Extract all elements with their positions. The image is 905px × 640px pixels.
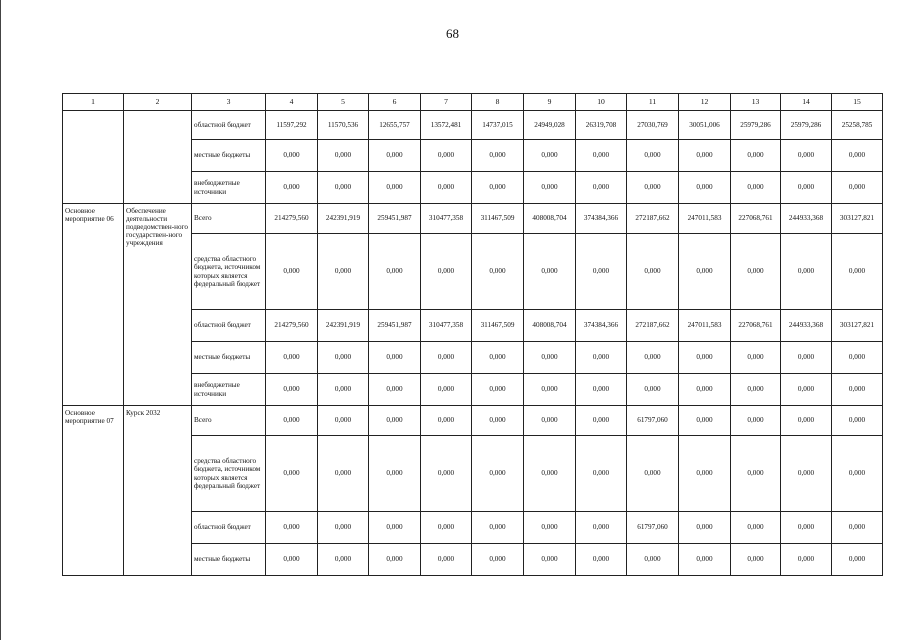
funding-source-cell: средства областного бюджета, источником которых является федеральный бюджет [192,234,266,310]
amount-cell: 0,000 [318,234,369,310]
amount-cell: 0,000 [576,140,627,172]
column-header: 15 [832,94,883,111]
funding-source-cell: внебюджетные источники [192,172,266,204]
amount-cell: 0,000 [472,406,524,436]
amount-cell: 311467,509 [472,310,524,342]
amount-cell: 0,000 [369,140,421,172]
amount-cell: 30051,006 [679,111,731,140]
funding-source-cell: местные бюджеты [192,342,266,374]
amount-cell: 0,000 [576,342,627,374]
amount-cell: 0,000 [832,406,883,436]
amount-cell: 0,000 [421,436,472,512]
amount-cell: 0,000 [524,544,576,576]
header-row [63,94,883,111]
amount-cell: 0,000 [421,544,472,576]
amount-cell: 0,000 [679,172,731,204]
amount-cell: 0,000 [832,512,883,544]
amount-cell: 26319,708 [576,111,627,140]
amount-cell: 0,000 [524,436,576,512]
amount-cell: 244933,368 [781,204,832,234]
amount-cell: 0,000 [627,342,679,374]
amount-cell: 247011,583 [679,310,731,342]
funding-source-cell: местные бюджеты [192,140,266,172]
amount-cell: 0,000 [627,140,679,172]
amount-cell: 0,000 [576,436,627,512]
amount-cell: 11570,536 [318,111,369,140]
event-cell [63,111,124,204]
amount-cell: 0,000 [369,406,421,436]
amount-cell: 0,000 [832,234,883,310]
amount-cell: 0,000 [318,544,369,576]
amount-cell: 272187,662 [627,204,679,234]
amount-cell: 0,000 [679,374,731,406]
amount-cell: 0,000 [266,374,318,406]
amount-cell: 0,000 [369,436,421,512]
amount-cell: 0,000 [781,342,832,374]
event-cell: Основное мероприятие 07 [63,406,124,576]
amount-cell: 0,000 [832,140,883,172]
amount-cell: 0,000 [318,172,369,204]
funding-source-cell: Всего [192,204,266,234]
amount-cell: 0,000 [576,544,627,576]
amount-cell: 0,000 [472,172,524,204]
amount-cell: 0,000 [627,436,679,512]
amount-cell: 0,000 [421,374,472,406]
amount-cell: 0,000 [524,512,576,544]
amount-cell: 0,000 [679,406,731,436]
amount-cell: 0,000 [318,512,369,544]
amount-cell: 0,000 [266,140,318,172]
amount-cell: 0,000 [627,374,679,406]
amount-cell: 0,000 [524,342,576,374]
column-header: 4 [266,94,318,111]
funding-source-cell: Всего [192,406,266,436]
amount-cell: 25258,785 [832,111,883,140]
amount-cell: 408008,704 [524,310,576,342]
amount-cell: 0,000 [576,234,627,310]
amount-cell: 310477,358 [421,204,472,234]
column-header: 3 [192,94,266,111]
amount-cell: 0,000 [781,172,832,204]
amount-cell: 0,000 [472,436,524,512]
amount-cell: 0,000 [369,374,421,406]
amount-cell: 0,000 [781,436,832,512]
amount-cell: 0,000 [421,406,472,436]
table-body [63,111,883,576]
amount-cell: 0,000 [731,140,781,172]
amount-cell: 0,000 [731,172,781,204]
amount-cell: 0,000 [472,512,524,544]
amount-cell: 0,000 [524,172,576,204]
amount-cell: 0,000 [318,140,369,172]
amount-cell: 0,000 [731,234,781,310]
amount-cell: 0,000 [421,234,472,310]
amount-cell: 27030,769 [627,111,679,140]
amount-cell: 303127,821 [832,204,883,234]
amount-cell: 0,000 [576,172,627,204]
amount-cell: 0,000 [524,374,576,406]
column-header: 14 [781,94,832,111]
amount-cell: 0,000 [731,544,781,576]
amount-cell: 227068,761 [731,204,781,234]
amount-cell: 0,000 [524,406,576,436]
amount-cell: 374384,366 [576,204,627,234]
amount-cell: 0,000 [627,544,679,576]
amount-cell: 0,000 [472,234,524,310]
amount-cell: 0,000 [266,512,318,544]
amount-cell: 0,000 [576,374,627,406]
amount-cell: 11597,292 [266,111,318,140]
amount-cell: 0,000 [369,544,421,576]
amount-cell: 0,000 [421,140,472,172]
amount-cell: 242391,919 [318,310,369,342]
amount-cell: 0,000 [266,436,318,512]
amount-cell: 13572,481 [421,111,472,140]
funding-source-cell: местные бюджеты [192,544,266,576]
amount-cell: 0,000 [679,140,731,172]
amount-cell: 244933,368 [781,310,832,342]
amount-cell: 374384,366 [576,310,627,342]
amount-cell: 0,000 [576,512,627,544]
amount-cell: 311467,509 [472,204,524,234]
amount-cell: 0,000 [524,140,576,172]
amount-cell: 0,000 [369,234,421,310]
amount-cell: 0,000 [731,342,781,374]
amount-cell: 0,000 [472,544,524,576]
amount-cell: 0,000 [781,234,832,310]
column-header: 5 [318,94,369,111]
amount-cell: 25979,286 [781,111,832,140]
budget-table [62,93,883,576]
amount-cell: 0,000 [781,374,832,406]
amount-cell: 0,000 [832,544,883,576]
amount-cell: 259451,987 [369,310,421,342]
amount-cell: 0,000 [318,406,369,436]
funding-source-cell: областной бюджет [192,310,266,342]
amount-cell: 61797,060 [627,406,679,436]
event-name-cell: Обеспечение деятельности подведомствен-ного государствен-ного учреждения [124,204,192,406]
page-number: 68 [446,26,459,41]
funding-source-cell: внебюджетные источники [192,374,266,406]
column-header: 13 [731,94,781,111]
amount-cell: 247011,583 [679,204,731,234]
column-header: 11 [627,94,679,111]
amount-cell: 0,000 [318,342,369,374]
amount-cell: 0,000 [472,140,524,172]
amount-cell: 0,000 [576,406,627,436]
table-row [63,204,883,234]
amount-cell: 0,000 [832,172,883,204]
amount-cell: 0,000 [731,374,781,406]
amount-cell: 0,000 [421,172,472,204]
column-header: 2 [124,94,192,111]
amount-cell: 0,000 [781,140,832,172]
amount-cell: 408008,704 [524,204,576,234]
amount-cell: 310477,358 [421,310,472,342]
amount-cell: 0,000 [832,436,883,512]
amount-cell: 0,000 [781,406,832,436]
amount-cell: 0,000 [266,172,318,204]
amount-cell: 0,000 [731,512,781,544]
amount-cell: 214279,560 [266,204,318,234]
amount-cell: 214279,560 [266,310,318,342]
amount-cell: 0,000 [369,512,421,544]
amount-cell: 0,000 [369,172,421,204]
amount-cell: 0,000 [266,234,318,310]
funding-source-cell: областной бюджет [192,111,266,140]
funding-source-cell: областной бюджет [192,512,266,544]
amount-cell: 0,000 [266,406,318,436]
table-header [63,94,883,111]
column-header: 9 [524,94,576,111]
column-header: 8 [472,94,524,111]
amount-cell: 0,000 [781,512,832,544]
table-row [63,111,883,140]
amount-cell: 0,000 [781,544,832,576]
event-name-cell: Курск 2032 [124,406,192,576]
amount-cell: 14737,015 [472,111,524,140]
amount-cell: 12655,757 [369,111,421,140]
amount-cell: 0,000 [266,544,318,576]
amount-cell: 0,000 [421,342,472,374]
amount-cell: 303127,821 [832,310,883,342]
amount-cell: 0,000 [731,406,781,436]
scan-left-edge [0,0,1,640]
event-cell: Основное мероприятие 06 [63,204,124,406]
amount-cell: 0,000 [421,512,472,544]
amount-cell: 0,000 [679,436,731,512]
amount-cell: 0,000 [472,342,524,374]
column-header: 12 [679,94,731,111]
amount-cell: 227068,761 [731,310,781,342]
amount-cell: 0,000 [266,342,318,374]
amount-cell: 0,000 [731,436,781,512]
column-header: 10 [576,94,627,111]
amount-cell: 61797,060 [627,512,679,544]
column-header: 6 [369,94,421,111]
amount-cell: 25979,286 [731,111,781,140]
amount-cell: 0,000 [627,172,679,204]
amount-cell: 242391,919 [318,204,369,234]
funding-source-cell: средства областного бюджета, источником которых является федеральный бюджет [192,436,266,512]
amount-cell: 24949,028 [524,111,576,140]
amount-cell: 0,000 [524,234,576,310]
amount-cell: 0,000 [627,234,679,310]
amount-cell: 0,000 [318,374,369,406]
amount-cell: 0,000 [679,342,731,374]
amount-cell: 0,000 [832,374,883,406]
amount-cell: 0,000 [679,234,731,310]
amount-cell: 0,000 [472,374,524,406]
amount-cell: 0,000 [832,342,883,374]
table-row [63,406,883,436]
event-name-cell [124,111,192,204]
column-header: 7 [421,94,472,111]
amount-cell: 0,000 [369,342,421,374]
amount-cell: 0,000 [679,544,731,576]
amount-cell: 259451,987 [369,204,421,234]
amount-cell: 0,000 [318,436,369,512]
column-header: 1 [63,94,124,111]
amount-cell: 0,000 [679,512,731,544]
amount-cell: 272187,662 [627,310,679,342]
